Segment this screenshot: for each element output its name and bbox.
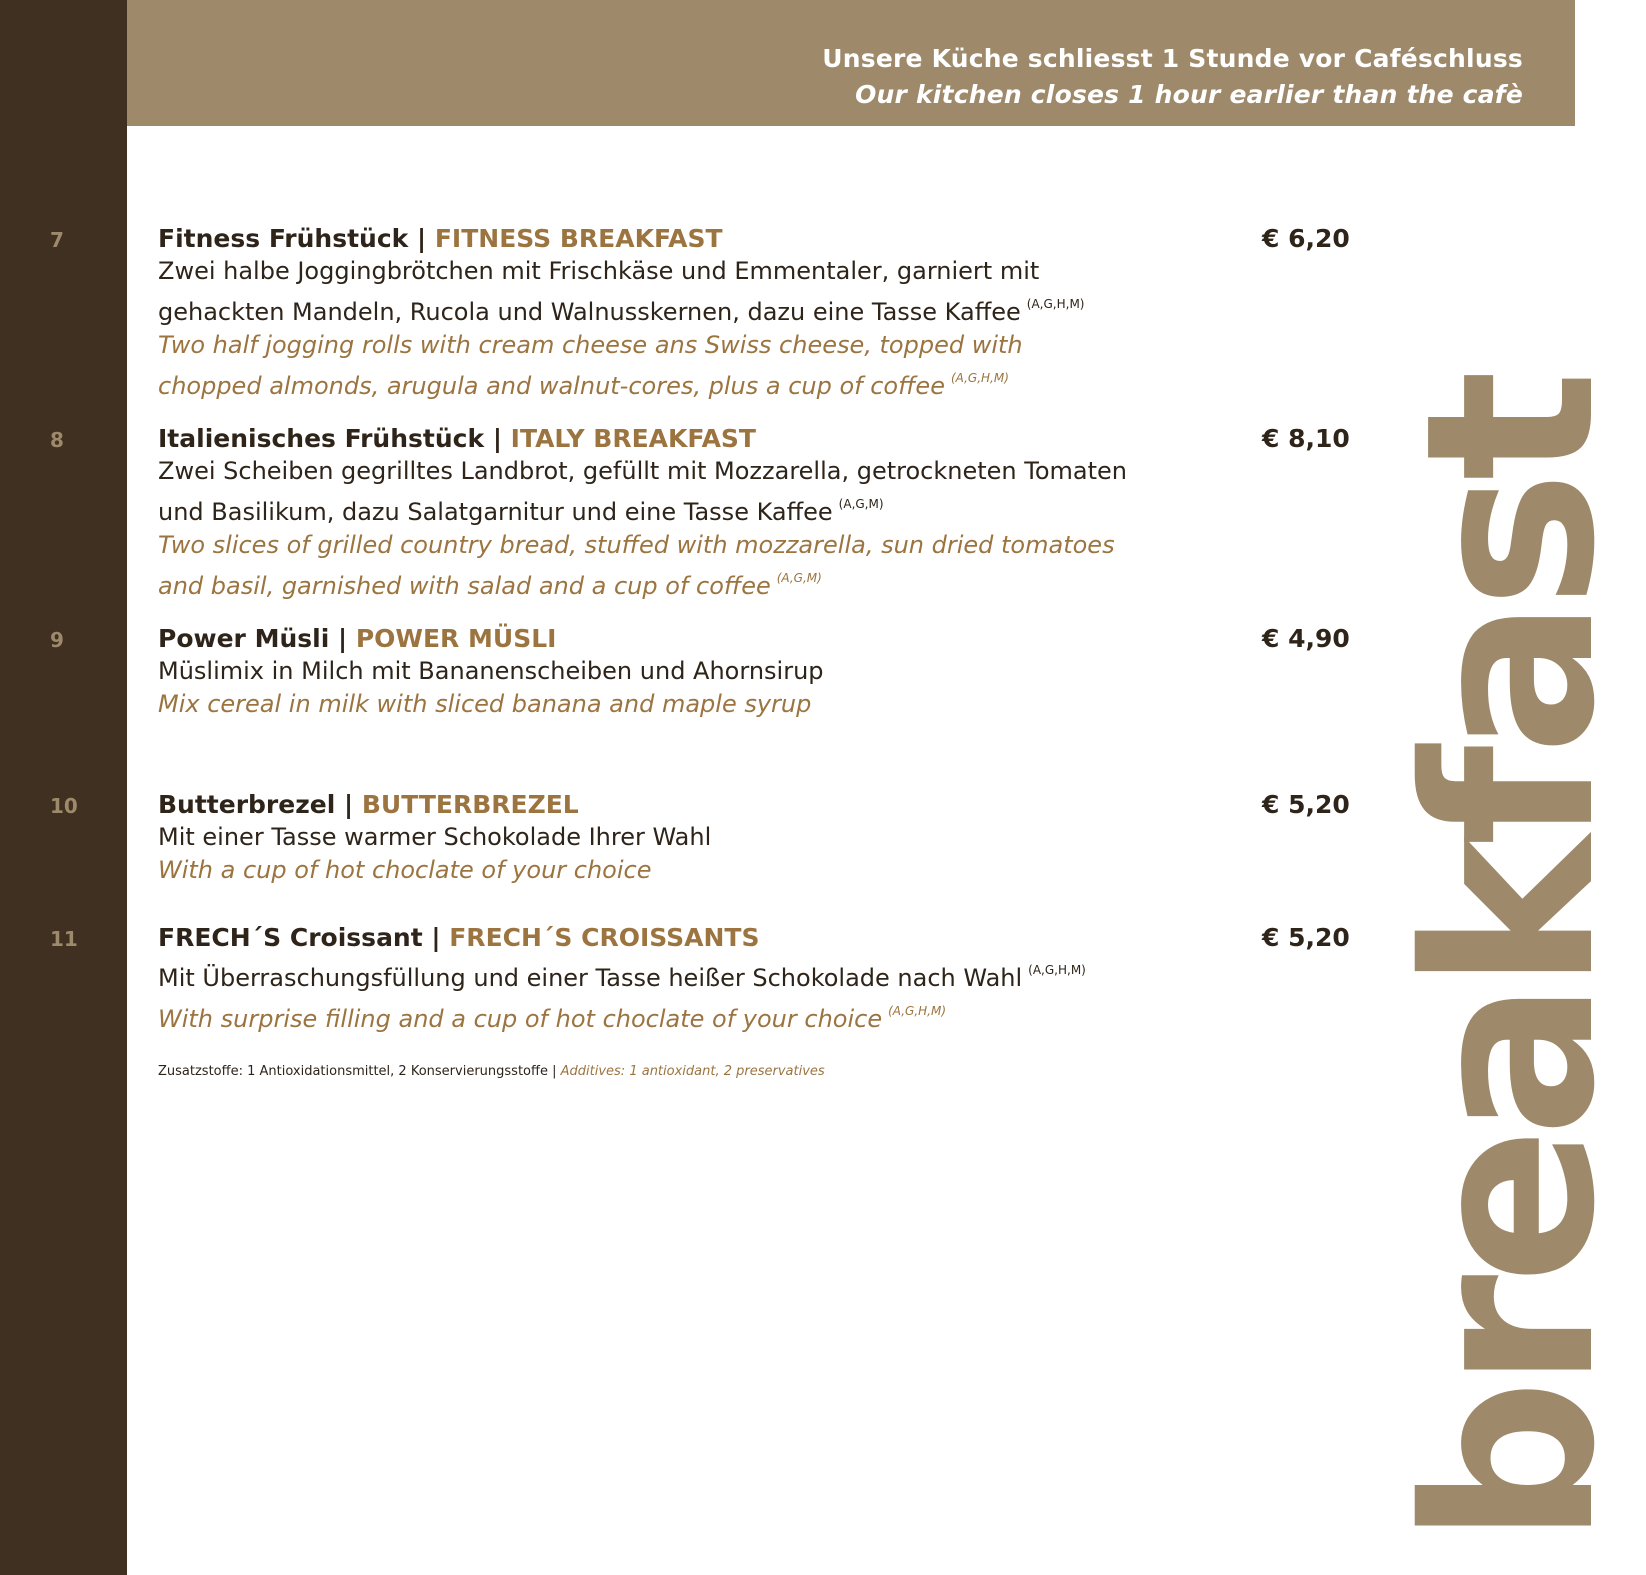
item-desc-de: Mit einer Tasse warmer Schokolade Ihrer Wahl — [158, 823, 712, 851]
item-desc-de — [158, 488, 1238, 529]
allergens: (A,G,H,M) — [1026, 297, 1085, 311]
footnote-separator: | — [547, 1064, 561, 1079]
title-separator: | — [329, 624, 356, 653]
title-separator: | — [408, 224, 435, 253]
item-desc-en — [158, 562, 1238, 603]
item-desc-en — [158, 995, 1238, 1036]
item-title-en: ITALY BREAKFAST — [510, 424, 756, 453]
item-number: 10 — [50, 794, 78, 818]
title-separator: | — [422, 923, 450, 952]
footnote-en: Additives: 1 antioxidant, 2 preservatives — [560, 1064, 825, 1079]
item-title-de: Butterbrezel — [158, 790, 336, 819]
header-band — [127, 0, 1575, 126]
item-price: € 5,20 — [1262, 923, 1350, 952]
item-number: 8 — [50, 428, 64, 452]
item-desc-en-text: With surprise filling and a cup of hot choclate of your choice — [158, 1005, 883, 1033]
item-desc-de: Zwei Scheiben gegrilltes Landbrot, gefüllt mit Mozzarella, getrockneten Tomaten — [158, 457, 1127, 485]
item-desc-de — [158, 288, 1238, 329]
item-number: 11 — [50, 927, 78, 951]
item-title — [158, 422, 1238, 455]
item-title-de: Fitness Frühstück — [158, 224, 409, 253]
allergens: (A,G,H,M) — [888, 1004, 947, 1018]
item-desc-en: Mix cereal in milk with sliced banana and maple syrup — [158, 690, 812, 718]
title-separator: | — [484, 424, 511, 453]
item-title-en: BUTTERBREZEL — [361, 790, 579, 819]
item-title-en: FITNESS BREAKFAST — [434, 224, 723, 253]
item-title-de: Power Müsli — [158, 624, 330, 653]
menu-item-fitness-breakfast — [158, 222, 1238, 403]
item-title-en: POWER MÜSLI — [355, 624, 557, 653]
item-title — [158, 222, 1238, 255]
item-desc-de-text: gehackten Mandeln, Rucola und Walnusskernen, dazu eine Tasse Kaffee — [158, 298, 1021, 326]
allergens: (A,G,H,M) — [950, 371, 1009, 385]
menu-item-butterbrezel — [158, 788, 1238, 887]
kitchen-notice-de: Unsere Küche schliesst 1 Stunde vor Caféschluss — [822, 44, 1523, 73]
item-desc-de-text: und Basilikum, dazu Salatgarnitur und eine Tasse Kaffee — [158, 498, 833, 526]
item-title — [158, 788, 1238, 821]
item-desc-de — [158, 954, 1238, 995]
item-desc-en: Two slices of grilled country bread, stuffed with mozzarella, sun dried tomatoes — [158, 531, 1115, 559]
item-desc-de: Müslimix in Milch mit Bananenscheiben und Ahornsirup — [158, 657, 824, 685]
menu-item-italy-breakfast — [158, 422, 1238, 603]
item-title-en: FRECH´S CROISSANTS — [449, 923, 760, 952]
item-desc-en: With a cup of hot choclate of your choice — [158, 856, 652, 884]
kitchen-notice-en: Our kitchen closes 1 hour earlier than the cafè — [855, 80, 1523, 109]
item-desc-en: Two half jogging rolls with cream cheese ans Swiss cheese, topped with — [158, 331, 1023, 359]
item-desc-de-text: Mit Überraschungsfüllung und einer Tasse heißer Schokolade nach Wahl — [158, 964, 1023, 992]
item-title-de: Italienisches Frühstück — [158, 424, 485, 453]
item-desc-en — [158, 362, 1238, 403]
section-title-vertical: breakfast — [1376, 379, 1646, 1545]
title-separator: | — [335, 790, 362, 819]
item-number: 9 — [50, 628, 64, 652]
menu-item-frechs-croissant — [158, 921, 1238, 1036]
allergens: (A,G,M) — [776, 571, 822, 585]
item-price: € 4,90 — [1262, 624, 1350, 653]
item-price: € 5,20 — [1262, 790, 1350, 819]
item-price: € 6,20 — [1262, 224, 1350, 253]
footnote-de: Zusatzstoffe: 1 Antioxidationsmittel, 2 Konservierungsstoffe — [158, 1064, 548, 1079]
allergens: (A,G,H,M) — [1028, 963, 1086, 977]
item-desc-en-text: and basil, garnished with salad and a cup of coffee — [158, 572, 771, 600]
item-title-de: FRECH´S Croissant — [158, 923, 423, 952]
item-title — [158, 622, 1238, 655]
item-desc-de: Zwei halbe Joggingbrötchen mit Frischkäse und Emmentaler, garniert mit — [158, 257, 1040, 285]
additives-footnote — [158, 1064, 825, 1079]
item-number: 7 — [50, 228, 64, 252]
item-desc-en-text: chopped almonds, arugula and walnut-cores, plus a cup of coffee — [158, 372, 945, 400]
item-price: € 8,10 — [1262, 424, 1350, 453]
item-title — [158, 921, 1238, 954]
allergens: (A,G,M) — [838, 497, 884, 511]
menu-item-power-muesli — [158, 622, 1238, 721]
